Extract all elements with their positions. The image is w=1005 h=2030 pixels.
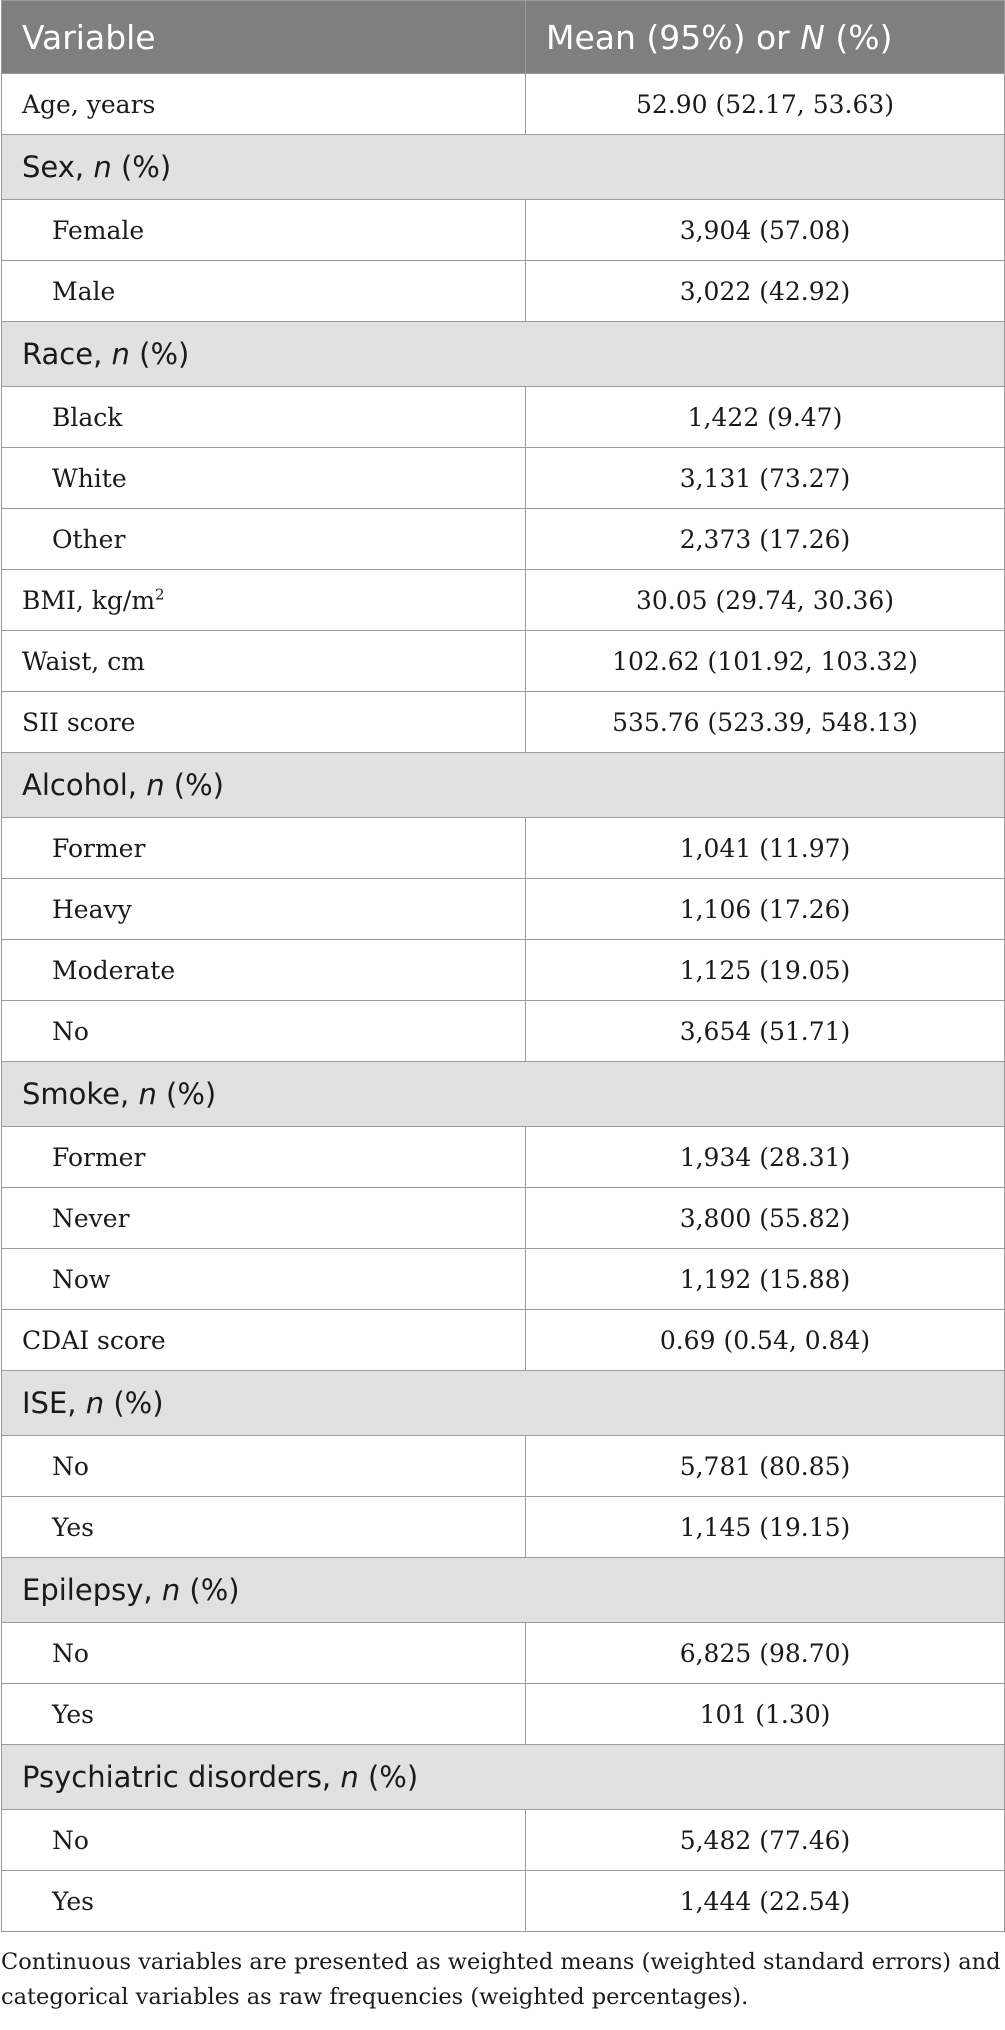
section-label-text: Race,	[22, 337, 112, 371]
table-row	[2, 448, 1005, 509]
table-body	[2, 74, 1005, 1932]
row-label-text: BMI, kg/m	[22, 585, 156, 615]
table-header-row	[2, 1, 1005, 74]
row-label-text: Never	[52, 1203, 130, 1233]
section-label-text: Alcohol,	[22, 768, 147, 802]
table-row	[2, 509, 1005, 570]
row-label	[2, 1436, 526, 1497]
row-value: 30.05 (29.74, 30.36)	[526, 570, 1005, 631]
header-mean	[526, 1, 1005, 74]
section-label-suffix: (%)	[156, 1077, 217, 1111]
row-value: 101 (1.30)	[526, 1684, 1005, 1745]
row-value: 3,131 (73.27)	[526, 448, 1005, 509]
row-label-text: Yes	[52, 1699, 94, 1729]
table-row	[2, 570, 1005, 631]
table-row	[2, 1497, 1005, 1558]
row-value: 3,654 (51.71)	[526, 1001, 1005, 1062]
row-label	[2, 1127, 526, 1188]
section-label	[2, 135, 1005, 200]
table-row	[2, 1871, 1005, 1932]
row-label	[2, 1497, 526, 1558]
section-row	[2, 1745, 1005, 1810]
row-label-text: Female	[52, 215, 145, 245]
row-value: 1,041 (11.97)	[526, 818, 1005, 879]
row-value: 102.62 (101.92, 103.32)	[526, 631, 1005, 692]
section-row	[2, 1062, 1005, 1127]
header-mean-italic: N	[800, 17, 825, 57]
row-label-text: Black	[52, 402, 123, 432]
section-row	[2, 1371, 1005, 1436]
header-mean-post: (%)	[824, 17, 893, 57]
row-label-text: No	[52, 1451, 89, 1481]
row-label-text: Former	[52, 833, 146, 863]
section-label	[2, 1745, 1005, 1810]
section-label-text: Epilepsy,	[22, 1573, 162, 1607]
table-row	[2, 1001, 1005, 1062]
row-label-text: No	[52, 1016, 89, 1046]
table-row	[2, 261, 1005, 322]
row-label	[2, 1871, 526, 1932]
row-label	[2, 631, 526, 692]
table-row	[2, 1810, 1005, 1871]
row-value: 5,482 (77.46)	[526, 1810, 1005, 1871]
row-value: 1,106 (17.26)	[526, 879, 1005, 940]
section-label-text: Psychiatric disorders,	[22, 1760, 341, 1794]
section-label-italic: n	[340, 1760, 359, 1794]
table-row	[2, 387, 1005, 448]
table-row	[2, 200, 1005, 261]
section-label-italic: n	[93, 150, 112, 184]
table-row	[2, 1249, 1005, 1310]
section-label-italic: n	[161, 1573, 181, 1607]
row-value: 1,145 (19.15)	[526, 1497, 1005, 1558]
row-label	[2, 1310, 526, 1371]
row-label-text: Male	[52, 276, 116, 306]
row-value: 1,192 (15.88)	[526, 1249, 1005, 1310]
section-label	[2, 1062, 1005, 1127]
table-row	[2, 631, 1005, 692]
section-label-suffix: (%)	[111, 150, 172, 184]
table-row	[2, 818, 1005, 879]
section-label-suffix: (%)	[180, 1573, 240, 1607]
row-label-text: No	[52, 1638, 89, 1668]
row-value: 3,800 (55.82)	[526, 1188, 1005, 1249]
header-mean-pre: Mean (95%) or	[546, 17, 801, 57]
row-label	[2, 387, 526, 448]
section-row	[2, 753, 1005, 818]
section-label-suffix: (%)	[129, 337, 190, 371]
section-label-text: Smoke,	[22, 1077, 139, 1111]
row-value: 1,934 (28.31)	[526, 1127, 1005, 1188]
characteristics-table	[1, 0, 1005, 1932]
section-label-suffix: (%)	[358, 1760, 419, 1794]
header-variable: Variable	[2, 1, 526, 74]
row-label-text: Yes	[52, 1512, 94, 1542]
row-label-text: No	[52, 1825, 89, 1855]
row-label-text: Heavy	[52, 894, 132, 924]
row-label	[2, 1684, 526, 1745]
section-label-italic: n	[146, 768, 165, 802]
table-row	[2, 692, 1005, 753]
section-row	[2, 1558, 1005, 1623]
section-label-italic: n	[138, 1077, 157, 1111]
row-label	[2, 818, 526, 879]
row-label	[2, 1001, 526, 1062]
row-label-text: CDAI score	[22, 1325, 166, 1355]
table-row	[2, 1684, 1005, 1745]
section-label-suffix: (%)	[164, 768, 224, 802]
section-label-suffix: (%)	[104, 1386, 164, 1420]
row-label-text: Yes	[52, 1886, 94, 1916]
row-label	[2, 200, 526, 261]
section-label-text: ISE,	[22, 1386, 86, 1420]
section-label	[2, 322, 1005, 387]
table-row	[2, 879, 1005, 940]
row-value: 3,904 (57.08)	[526, 200, 1005, 261]
row-label-text: White	[52, 463, 127, 493]
row-label-text: Waist, cm	[22, 646, 145, 676]
table-row	[2, 1310, 1005, 1371]
row-value: 0.69 (0.54, 0.84)	[526, 1310, 1005, 1371]
row-value: 1,444 (22.54)	[526, 1871, 1005, 1932]
row-label	[2, 940, 526, 1001]
row-label-text: Moderate	[52, 955, 176, 985]
section-label	[2, 1558, 1005, 1623]
table-footnote: Continuous variables are presented as weighted means (weighted standard errors) and categorical variables as raw frequencies (weighted percentages).	[1, 1949, 1001, 2010]
section-label	[2, 753, 1005, 818]
row-label	[2, 1249, 526, 1310]
row-label-text: Former	[52, 1142, 146, 1172]
table-row	[2, 1127, 1005, 1188]
row-label-text: Age, years	[22, 89, 156, 119]
row-label	[2, 261, 526, 322]
table-row	[2, 1436, 1005, 1497]
section-label-text: Sex,	[22, 150, 94, 184]
section-label-italic: n	[111, 337, 130, 371]
row-label-text: Other	[52, 524, 126, 554]
row-label	[2, 448, 526, 509]
row-label-superscript: 2	[155, 585, 165, 604]
row-label-text: Now	[52, 1264, 111, 1294]
row-label	[2, 509, 526, 570]
row-label	[2, 692, 526, 753]
row-label	[2, 879, 526, 940]
table-row	[2, 1623, 1005, 1684]
row-label	[2, 1623, 526, 1684]
row-value: 1,125 (19.05)	[526, 940, 1005, 1001]
section-label	[2, 1371, 1005, 1436]
row-value: 5,781 (80.85)	[526, 1436, 1005, 1497]
row-label	[2, 1810, 526, 1871]
row-value: 3,022 (42.92)	[526, 261, 1005, 322]
table-row	[2, 74, 1005, 135]
section-row	[2, 135, 1005, 200]
row-label	[2, 1188, 526, 1249]
row-value: 1,422 (9.47)	[526, 387, 1005, 448]
row-label	[2, 74, 526, 135]
row-value: 6,825 (98.70)	[526, 1623, 1005, 1684]
row-label	[2, 570, 526, 631]
table-row	[2, 940, 1005, 1001]
section-row	[2, 322, 1005, 387]
row-value: 52.90 (52.17, 53.63)	[526, 74, 1005, 135]
table-row	[2, 1188, 1005, 1249]
row-label-text: SII score	[22, 707, 136, 737]
row-value: 2,373 (17.26)	[526, 509, 1005, 570]
row-value: 535.76 (523.39, 548.13)	[526, 692, 1005, 753]
section-label-italic: n	[85, 1386, 105, 1420]
